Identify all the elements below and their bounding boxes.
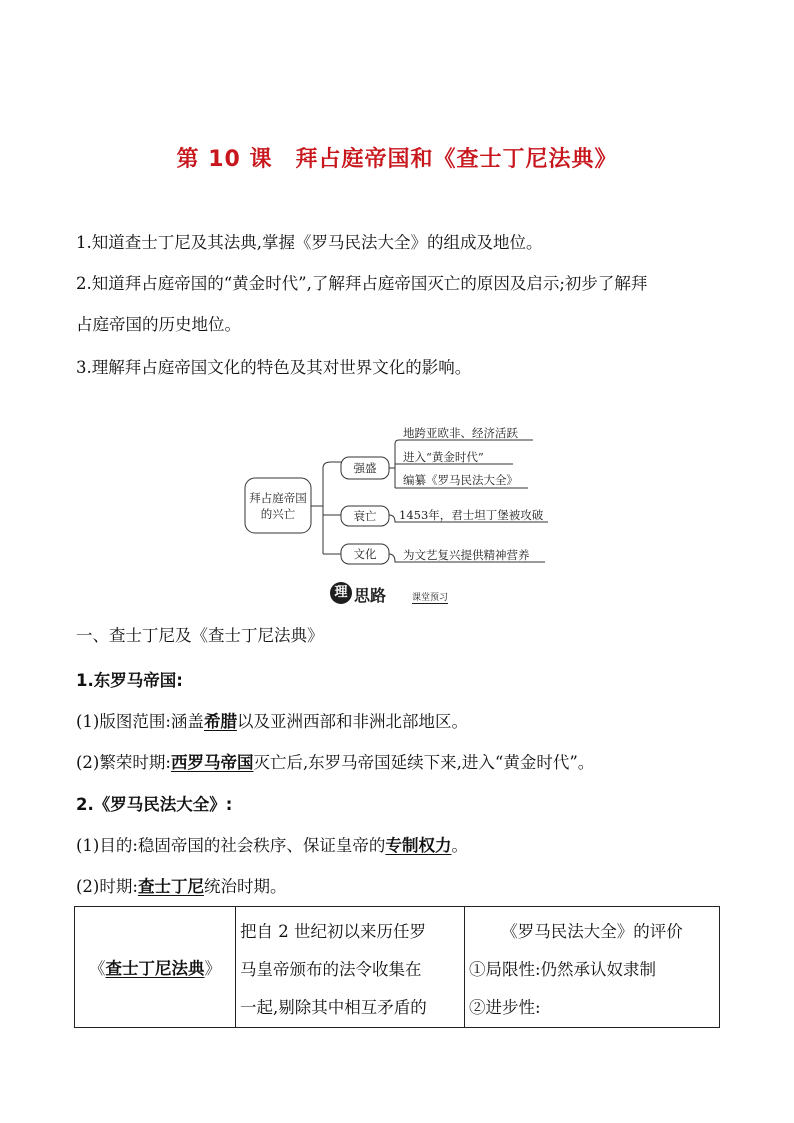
s1-line-1 bbox=[76, 711, 468, 733]
mindmap-leaf-3-1: 为文艺复兴提供精神营养 bbox=[403, 548, 530, 562]
section-logo bbox=[330, 580, 470, 608]
page-title: 第 10 课 拜占庭帝国和《查士丁尼法典》 bbox=[176, 147, 618, 172]
c3-heading: 《罗马民法大全》的评价 bbox=[501, 922, 683, 941]
table-cell-evaluation bbox=[465, 907, 720, 1028]
mindmap-leaf-1-2: 进入“黄金时代” bbox=[403, 450, 484, 464]
mindmap-leaf-2-1: 1453年，君士坦丁堡被攻破 bbox=[399, 508, 544, 522]
mindmap-root-label-2: 的兴亡 bbox=[260, 507, 296, 521]
c3-line-2: ②进步性: bbox=[469, 998, 541, 1017]
table-cell-description bbox=[236, 907, 465, 1028]
s2-line-2-post: 统治时期。 bbox=[203, 877, 287, 896]
s1-line-1-pre: (1)版图范围:涵盖 bbox=[76, 712, 204, 731]
mindmap-root-box bbox=[245, 478, 311, 533]
goal-3: 3.理解拜占庭帝国文化的特色及其对世界文化的影响。 bbox=[76, 358, 472, 377]
logo-main-text: 思路 bbox=[354, 586, 387, 605]
keyword-greece: 希腊 bbox=[203, 712, 237, 731]
s2-line-1 bbox=[76, 835, 468, 857]
mindmap-leaf-1-3: 编纂《罗马民法大全》 bbox=[403, 473, 518, 487]
keyword-justinian-code: 查士丁尼法典 bbox=[105, 959, 205, 978]
s1-line-2 bbox=[76, 752, 594, 774]
s1-line-1-post: 以及亚洲西部和非洲北部地区。 bbox=[236, 712, 468, 731]
table-cell-code-name bbox=[75, 907, 236, 1028]
keyword-autocratic-power: 专制权力 bbox=[385, 836, 452, 855]
c1-post: 》 bbox=[204, 959, 221, 978]
logo-sub-text: 课堂预习 bbox=[412, 590, 448, 604]
s2-line-2-pre: (2)时期: bbox=[76, 877, 138, 896]
keyword-justinian: 查士丁尼 bbox=[137, 877, 204, 896]
s2-line-2 bbox=[76, 876, 286, 898]
table-row bbox=[75, 907, 720, 1028]
c2-line-1: 把自 2 世纪初以来历任罗 bbox=[240, 922, 426, 941]
c2-line-2: 马皇帝颁布的法令收集在 bbox=[240, 960, 422, 979]
mindmap-leaf-1-1: 地跨亚欧非、经济活跃 bbox=[403, 426, 518, 440]
goal-2-cont: 占庭帝国的历史地位。 bbox=[76, 315, 241, 334]
mind-map bbox=[243, 420, 553, 570]
goal-1: 1.知道查士丁尼及其法典,掌握《罗马民法大全》的组成及地位。 bbox=[76, 233, 543, 252]
subsection-heading-1: 1.东罗马帝国: bbox=[76, 671, 183, 690]
subsection-heading-2: 2.《罗马民法大全》: bbox=[76, 795, 233, 814]
mindmap-branch-label-2: 衰亡 bbox=[353, 509, 377, 523]
keyword-western-roman-empire: 西罗马帝国 bbox=[170, 753, 254, 772]
logo-badge-icon: 理 bbox=[330, 582, 352, 604]
s1-line-2-pre: (2)繁荣时期: bbox=[76, 753, 171, 772]
s2-line-1-pre: (1)目的:稳固帝国的社会秩序、保证皇帝的 bbox=[76, 836, 386, 855]
mindmap-branch-label-1: 强盛 bbox=[353, 461, 377, 475]
mindmap-root-label-1: 拜占庭帝国 bbox=[249, 491, 307, 505]
c2-line-3: 一起,剔除其中相互矛盾的 bbox=[240, 998, 427, 1017]
s2-line-1-post: 。 bbox=[451, 836, 468, 855]
s1-line-2-post: 灭亡后,东罗马帝国延续下来,进入“黄金时代”。 bbox=[253, 753, 595, 772]
c1-pre: 《 bbox=[89, 959, 106, 978]
summary-table bbox=[74, 906, 720, 1028]
section-heading: 一、查士丁尼及《查士丁尼法典》 bbox=[76, 626, 324, 645]
goal-2: 2.知道拜占庭帝国的“黄金时代”,了解拜占庭帝国灭亡的原因及启示;初步了解拜 bbox=[76, 274, 648, 293]
mindmap-branch-label-3: 文化 bbox=[353, 547, 377, 561]
c3-line-1: ①局限性:仍然承认奴隶制 bbox=[469, 960, 657, 979]
